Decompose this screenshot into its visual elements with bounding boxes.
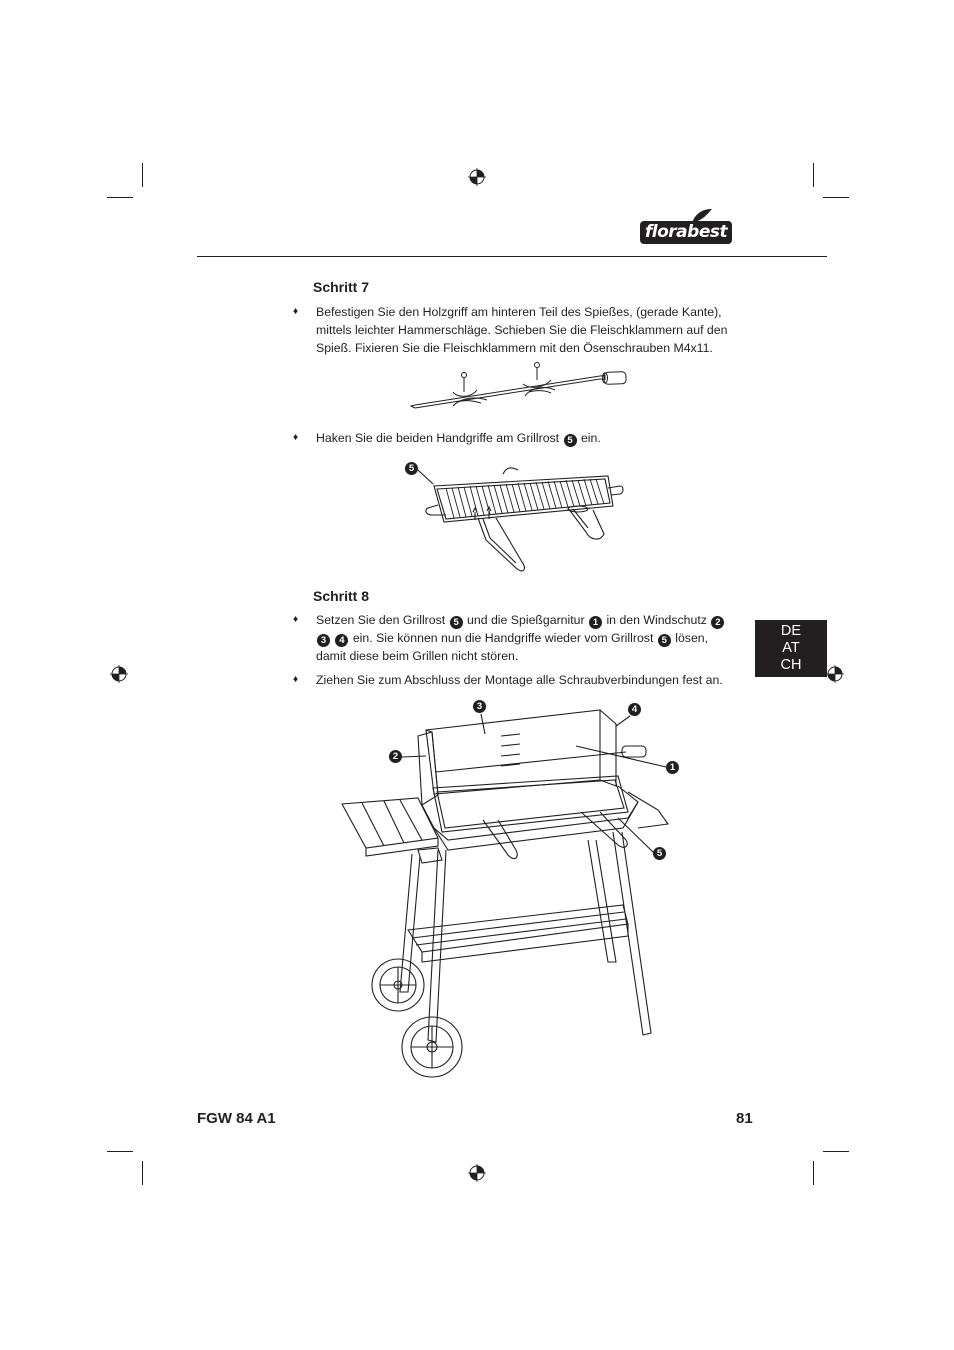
step8-paragraph-1 xyxy=(316,611,738,665)
grill-rack-figure xyxy=(418,462,628,580)
crop-mark xyxy=(107,197,133,198)
registration-mark-icon xyxy=(826,665,844,683)
step8-text-b: und die Spießgarnitur xyxy=(467,613,585,627)
callout-badge: 5 xyxy=(658,634,671,647)
grill-assembly-figure xyxy=(338,700,673,1080)
registration-mark-icon xyxy=(110,665,128,683)
language-de: DE xyxy=(780,623,802,639)
callout-badge: 2 xyxy=(711,616,724,629)
florabest-logo xyxy=(640,208,732,246)
registration-mark-icon xyxy=(468,168,486,186)
step7-paragraph-2 xyxy=(316,429,736,447)
step7-text-a: Haken Sie die beiden Handgriffe am Grillrost xyxy=(316,431,560,445)
step7-paragraph-1: Befestigen Sie den Holzgriff am hinteren Teil des Spießes, (gerade Kante), mittels leichter Hammerschläge. Schieben Sie die Fleischklammern auf den Spieß. Fixieren Sie die Fleischklammern mit den Ösenschrauben M4x11. xyxy=(316,305,728,355)
callout-badge: 4 xyxy=(335,634,348,647)
crop-mark xyxy=(823,197,849,198)
crop-mark xyxy=(107,1151,133,1152)
bullet-symbol: ♦ xyxy=(293,614,299,625)
crop-mark xyxy=(142,1161,143,1185)
step8-paragraph-2: Ziehen Sie zum Abschluss der Montage alle Schraubverbindungen fest an. xyxy=(316,673,723,687)
bullet-symbol: ♦ xyxy=(293,432,299,443)
step7-heading: Schritt 7 xyxy=(313,279,370,295)
callout-badge: 3 xyxy=(473,700,486,713)
crop-mark xyxy=(823,1151,849,1152)
registration-mark-icon xyxy=(468,1164,486,1182)
callout-badge: 3 xyxy=(317,634,330,647)
step8-text-c: in den Windschutz xyxy=(606,613,707,627)
bullet-symbol: ♦ xyxy=(293,306,299,317)
language-at: AT xyxy=(782,640,800,656)
crop-mark xyxy=(813,163,814,187)
language-tab xyxy=(755,620,827,677)
callout-badge: 4 xyxy=(628,703,641,716)
callout-badge: 1 xyxy=(666,761,679,774)
language-ch: CH xyxy=(780,657,802,673)
step8-text-e: lösen, damit diese beim Grillen nicht stören. xyxy=(316,631,709,663)
crop-mark xyxy=(813,1161,814,1185)
crop-mark xyxy=(142,163,143,187)
footer-model: FGW 84 A1 xyxy=(197,1110,276,1127)
callout-badge: 5 xyxy=(653,847,666,860)
callout-badge: 5 xyxy=(405,462,418,475)
callout-badge: 5 xyxy=(450,616,463,629)
callout-badge: 5 xyxy=(564,434,577,447)
step7-text-b: ein. xyxy=(580,431,601,445)
step8-heading: Schritt 8 xyxy=(313,588,370,604)
page-number: 81 xyxy=(736,1110,753,1127)
callout-badge: 1 xyxy=(589,616,602,629)
callout-badge: 2 xyxy=(389,750,402,763)
header-rule xyxy=(197,256,827,257)
logo-text: florabest xyxy=(644,222,728,242)
spit-assembly-figure xyxy=(405,362,640,414)
bullet-symbol: ♦ xyxy=(293,674,299,685)
step8-text-a: Setzen Sie den Grillrost xyxy=(316,613,446,627)
step8-text-d: ein. Sie können nun die Handgriffe wieder vom Grillrost xyxy=(352,631,654,645)
